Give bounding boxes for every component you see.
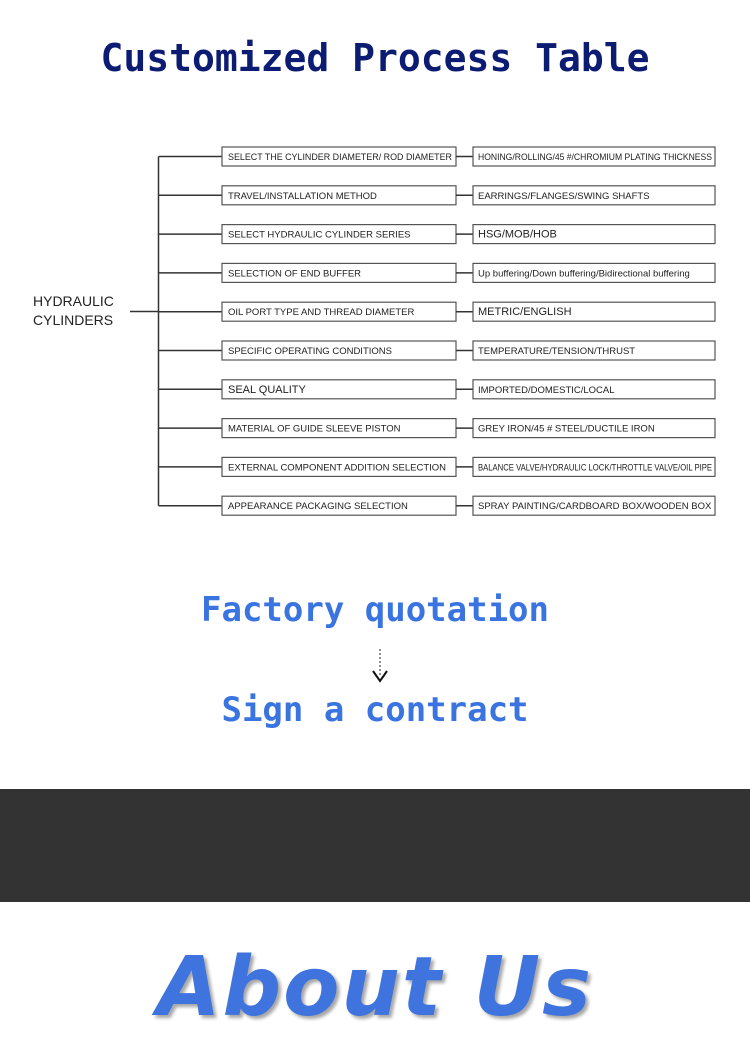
- option-label-right: EARRINGS/FLANGES/SWING SHAFTS: [478, 190, 650, 202]
- option-label-left: SELECT THE CYLINDER DIAMETER/ ROD DIAMETER: [228, 152, 453, 163]
- option-label-right: BALANCE VALVE/HYDRAULIC LOCK/THROTTLE VALVE/OIL PIPE: [478, 462, 712, 474]
- flow-step-factory-quotation: Factory quotation: [201, 590, 549, 630]
- page-title: Customized Process Table: [100, 36, 650, 80]
- option-label-right: Up buffering/Down buffering/Bidirectional buffering: [478, 268, 690, 280]
- option-label-left: SEAL QUALITY: [228, 383, 306, 396]
- root-label-line2: CYLINDERS: [33, 312, 114, 328]
- option-label-left: APPEARANCE PACKAGING SELECTION: [228, 501, 408, 513]
- root-label-line1: HYDRAULIC: [33, 293, 114, 309]
- dashed-arrow-down-icon: [370, 647, 390, 685]
- option-label-right: METRIC/ENGLISH: [478, 306, 572, 319]
- option-label-left: SELECTION OF END BUFFER: [228, 268, 362, 280]
- option-label-left: MATERIAL OF GUIDE SLEEVE PISTON: [228, 423, 401, 435]
- option-label-left: SELECT HYDRAULIC CYLINDER SERIES: [228, 229, 411, 241]
- about-us-heading: About Us: [156, 940, 593, 1035]
- option-label-right: GREY IRON/45 # STEEL/DUCTILE IRON: [478, 423, 655, 435]
- option-label-left: SPECIFIC OPERATING CONDITIONS: [228, 346, 392, 357]
- option-label-right: HONING/ROLLING/45 #/CHROMIUM PLATING THICKNESS: [478, 152, 712, 163]
- option-label-left: OIL PORT TYPE AND THREAD DIAMETER: [228, 307, 415, 319]
- option-label-left: EXTERNAL COMPONENT ADDITION SELECTION: [228, 462, 447, 474]
- option-label-left: TRAVEL/INSTALLATION METHOD: [228, 190, 377, 202]
- option-label-right: TEMPERATURE/TENSION/THRUST: [478, 346, 636, 357]
- option-label-right: IMPORTED/DOMESTIC/LOCAL: [478, 384, 615, 396]
- flow-step-sign-contract: Sign a contract: [221, 690, 529, 730]
- option-label-right: SPRAY PAINTING/CARDBOARD BOX/WOODEN BOX: [478, 501, 712, 513]
- dark-divider-band: [0, 789, 750, 902]
- option-label-right: HSG/MOB/HOB: [478, 228, 557, 241]
